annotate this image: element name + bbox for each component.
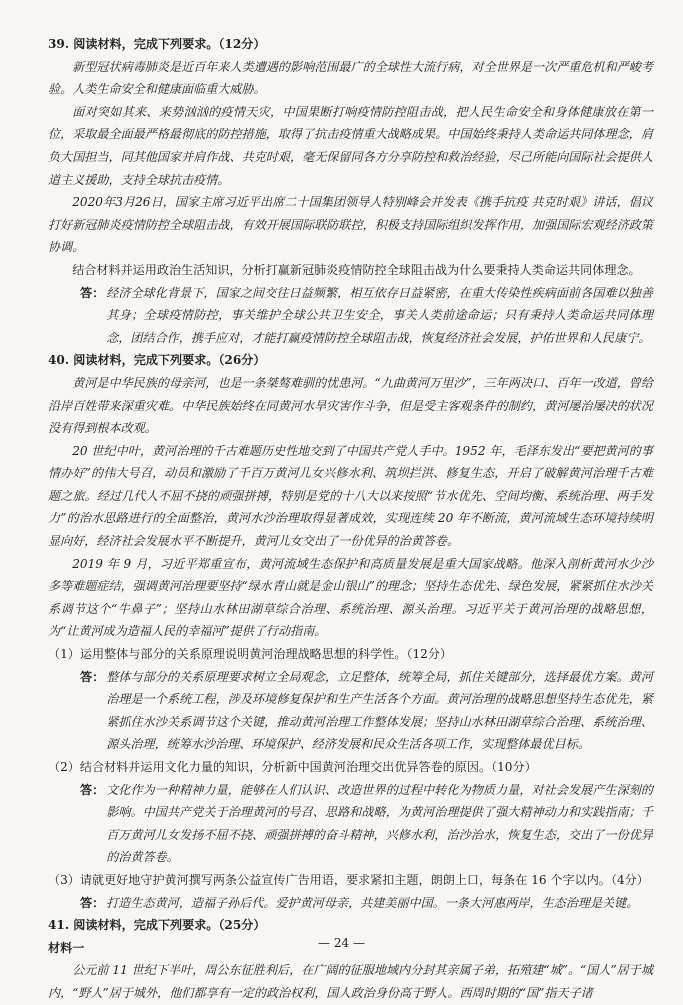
q40-material-para-1: 黄河是中华民族的母亲河，也是一条桀骜难驯的忧患河。“九曲黄河万里沙”，三年两决口、百年一改道，曾给沿岸百姓带来深重灾难。中华民族始终在同黄河水旱灾害作斗争，但是受主客观条件的制约，黄河屡治屡决的状况没有得到根本改观。	[48, 375, 653, 436]
q40-answer-3	[48, 892, 653, 915]
q40-sub-question-1: （1）运用整体与部分的关系原理说明黄河治理战略思想的科学性。（12分）	[48, 647, 453, 662]
q40-answer-2	[48, 779, 653, 869]
q39-prompt: 结合材料并运用政治生活知识，分析打赢新冠肺炎疫情防控全球阻击战为什么要秉持人类命运共同体理念。	[72, 262, 641, 277]
q39-material-para-2: 面对突如其来、来势汹汹的疫情天灾，中国果断打响疫情防控阻击战，把人民生命安全和身体健康放在第一位，采取最全面最严格最彻底的防控措施，取得了抗击疫情重大战略成果。中国始终秉持人类命运共同体理念，肩负大国担当，同其他国家并肩作战、共克时艰，毫无保留同各方分享防控和救治经验，尽己所能向国际社会提供人道主义援助，支持全球抗击疫情。	[48, 104, 653, 187]
q40-heading: 40. 阅读材料，完成下列要求。（26分）	[48, 353, 266, 368]
q39-material-para-3: 2020年3月26日，国家主席习近平出席二十国集团领导人特别峰会并发表《携手抗疫 共克时艰》讲话，倡议打好新冠肺炎疫情防控全球阻击战，有效开展国际联防联控，积极支持国际组织发挥作用，加强国际宏观经济政策协调。	[48, 195, 653, 255]
q40-answer-2-label: 答：	[80, 782, 105, 797]
q39-heading: 39. 阅读材料，完成下列要求。（12分）	[48, 37, 266, 51]
q39-material-para-1: 新型冠状病毒肺炎是近百年来人类遭遇的影响范围最广的全球性大流行病，对全世界是一次严重危机和严峻考验。人类生命安全和健康面临重大威胁。	[48, 59, 653, 97]
q40-answer-1	[48, 666, 653, 756]
q41-material-label: 材料一	[48, 940, 85, 955]
q39-answer-label: 答：	[80, 285, 105, 300]
q40-sub-question-3: （3）请就更好地守护黄河撰写两条公益宣传广告用语，要求紧扣主题，朗朗上口，每条在 16 个字以内。（4分）	[48, 872, 649, 887]
q40-sub-question-2: （2）结合材料并运用文化力量的知识，分析新中国黄河治理交出优异答卷的原因。（10分）	[48, 760, 537, 774]
q39-answer	[48, 282, 653, 350]
q40-answer-3-label: 答：	[80, 895, 105, 910]
q40-material-para-2: 20 世纪中叶，黄河治理的千古难题历史性地交到了中国共产党人手中。1952 年，毛泽东发出“要把黄河的事情办好”的伟大号召，动员和激励了千百万黄河儿女兴修水利、筑坝拦洪、修复生态，开启了破解黄河治理千古难题之旅。经过几代人不屈不挠的顽强拼搏，特别是党的十八大以来按照“节水优先、空间均衡、系统治理、两手发力”的治水思路进行的全面整治，黄河水沙治理取得显著成效，实现连续 20 年不断流，黄河流域生态环境持续明显向好，经济社会发展水平不断提升，黄河儿女交出了一份优异的治黄答卷。	[48, 443, 653, 549]
q39-answer-text: 经济全球化背景下，国家之间交往日益频繁，相互依存日益紧密，在重大传染性疾病面前各国难以独善其身；全球疫情防控，事关维护全球公共卫生安全，事关人类前途命运；只有秉持人类命运共同体理念，团结合作，携手应对，才能打赢疫情防控全球阻击战，恢复经济社会发展，护佑世界和人民康宁。	[106, 285, 653, 345]
page-number: — 24 —	[318, 936, 365, 950]
q41-material-para-1: 公元前 11 世纪下半叶，周公东征胜利后，在广阔的征服地域内分封其亲属子弟，拓殖建“城”。“国人”居于城内，“野人”居于城外，他们都享有一定的政治权利，国人政治身份高于野人。西周时期的“国”指天子诸	[48, 963, 653, 1000]
q40-answer-2-text: 文化作为一种精神力量，能够在人们认识、改造世界的过程中转化为物质力量，对社会发展产生深刻的影响。中国共产党关于治理黄河的号召、思路和战略，为黄河治理提供了强大精神动力和实践指南；千百万黄河儿女发扬不屈不挠、顽强拼搏的奋斗精神，兴修水利，治沙治水，恢复生态，交出了一份优异的治黄答卷。	[106, 782, 653, 865]
q40-answer-1-text: 整体与部分的关系原理要求树立全局观念，立足整体，统筹全局，抓住关键部分，选择最优方案。黄河治理是一个系统工程，涉及环境修复保护和生产生活各个方面。黄河治理的战略思想坚持生态优先，紧紧抓住水沙关系调节这个关键，推动黄河治理工作整体发展；坚持山水林田湖草综合治理、系统治理、源头治理，统筹水沙治理、环境保护、经济发展和民众生活各项工作，实现整体最优目标。	[106, 669, 653, 752]
q40-answer-1-label: 答：	[80, 669, 105, 684]
q40-material-para-3: 2019 年 9 月，习近平郑重宣布，黄河流域生态保护和高质量发展是重大国家战略。他深入剖析黄河水少沙多等难题症结，强调黄河治理要坚持“绿水青山就是金山银山”的理念；坚持生态优先、绿色发展，紧紧抓住水沙关系调节这个“牛鼻子”；坚持山水林田湖草综合治理、系统治理、源头治理。习近平关于黄河治理的战略思想，为“让黄河成为造福人民的幸福河”提供了行动指南。	[48, 556, 653, 639]
q41-heading: 41. 阅读材料，完成下列要求。（25分）	[48, 918, 266, 933]
q40-answer-3-text: 打造生态黄河，造福子孙后代。爱护黄河母亲，共建美丽中国。一条大河惠两岸，生态治理是关键。	[106, 895, 639, 910]
